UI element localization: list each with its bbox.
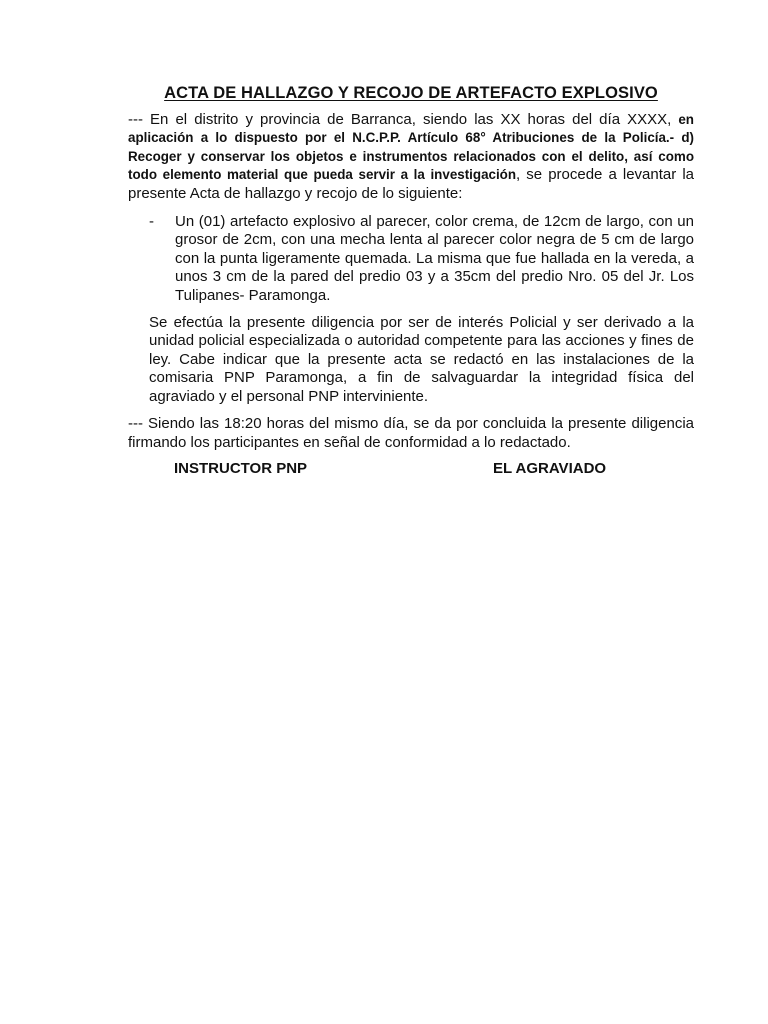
list-item-text: Un (01) artefacto explosivo al parecer, color crema, de 12cm de largo, con un grosor de 2cm, con una mecha lenta al parecer color negra de 5 cm de largo con la punta ligeramente quemada. La misma que fue hallada en la vereda, a unos 3 cm de la pared del predio 03 y a 35cm del predio Nro. 05 del Jr. Los Tulipanes- Paramonga. bbox=[175, 213, 694, 304]
document-title: ACTA DE HALLAZGO Y RECOJO DE ARTEFACTO EXPLOSIVO bbox=[164, 84, 658, 102]
intro-paragraph bbox=[128, 111, 694, 203]
list-item bbox=[128, 213, 694, 305]
list-bullet: - bbox=[149, 213, 154, 231]
intro-lead: --- En el distrito y provincia de Barranca, siendo las XX horas del día XXXX, bbox=[128, 111, 679, 128]
closing-paragraph: --- Siendo las 18:20 horas del mismo día, se da por concluida la presente diligencia firmando los participantes en señal de conformidad a lo redactado. bbox=[128, 415, 694, 451]
signature-agraviado-label: EL AGRAVIADO bbox=[493, 459, 607, 477]
intro-tail: , se procede a levantar la presente Acta de hallazgo y recojo de lo siguiente: bbox=[128, 166, 694, 202]
intro-legal-reference: en aplicación a lo dispuesto por el N.C.P.P. Artículo 68° Atribuciones de la Policía.- d) Recoger y conservar los objetos e instrumentos relacionados con el delito, así como todo elemento material que pueda servir a la investigación bbox=[128, 112, 694, 183]
signature-instructor-label: INSTRUCTOR PNP bbox=[174, 459, 308, 477]
body-paragraph: Se efectúa la presente diligencia por ser de interés Policial y ser derivado a la unidad policial especializada o autoridad competente para las acciones y fines de ley. Cabe indicar que la presente acta se redactó en las instalaciones de la comisaria PNP Paramonga, a fin de salvaguardar la integridad física del agraviado y el personal PNP interviniente. bbox=[149, 314, 694, 405]
document-page bbox=[128, 84, 694, 480]
signature-block bbox=[128, 460, 694, 480]
